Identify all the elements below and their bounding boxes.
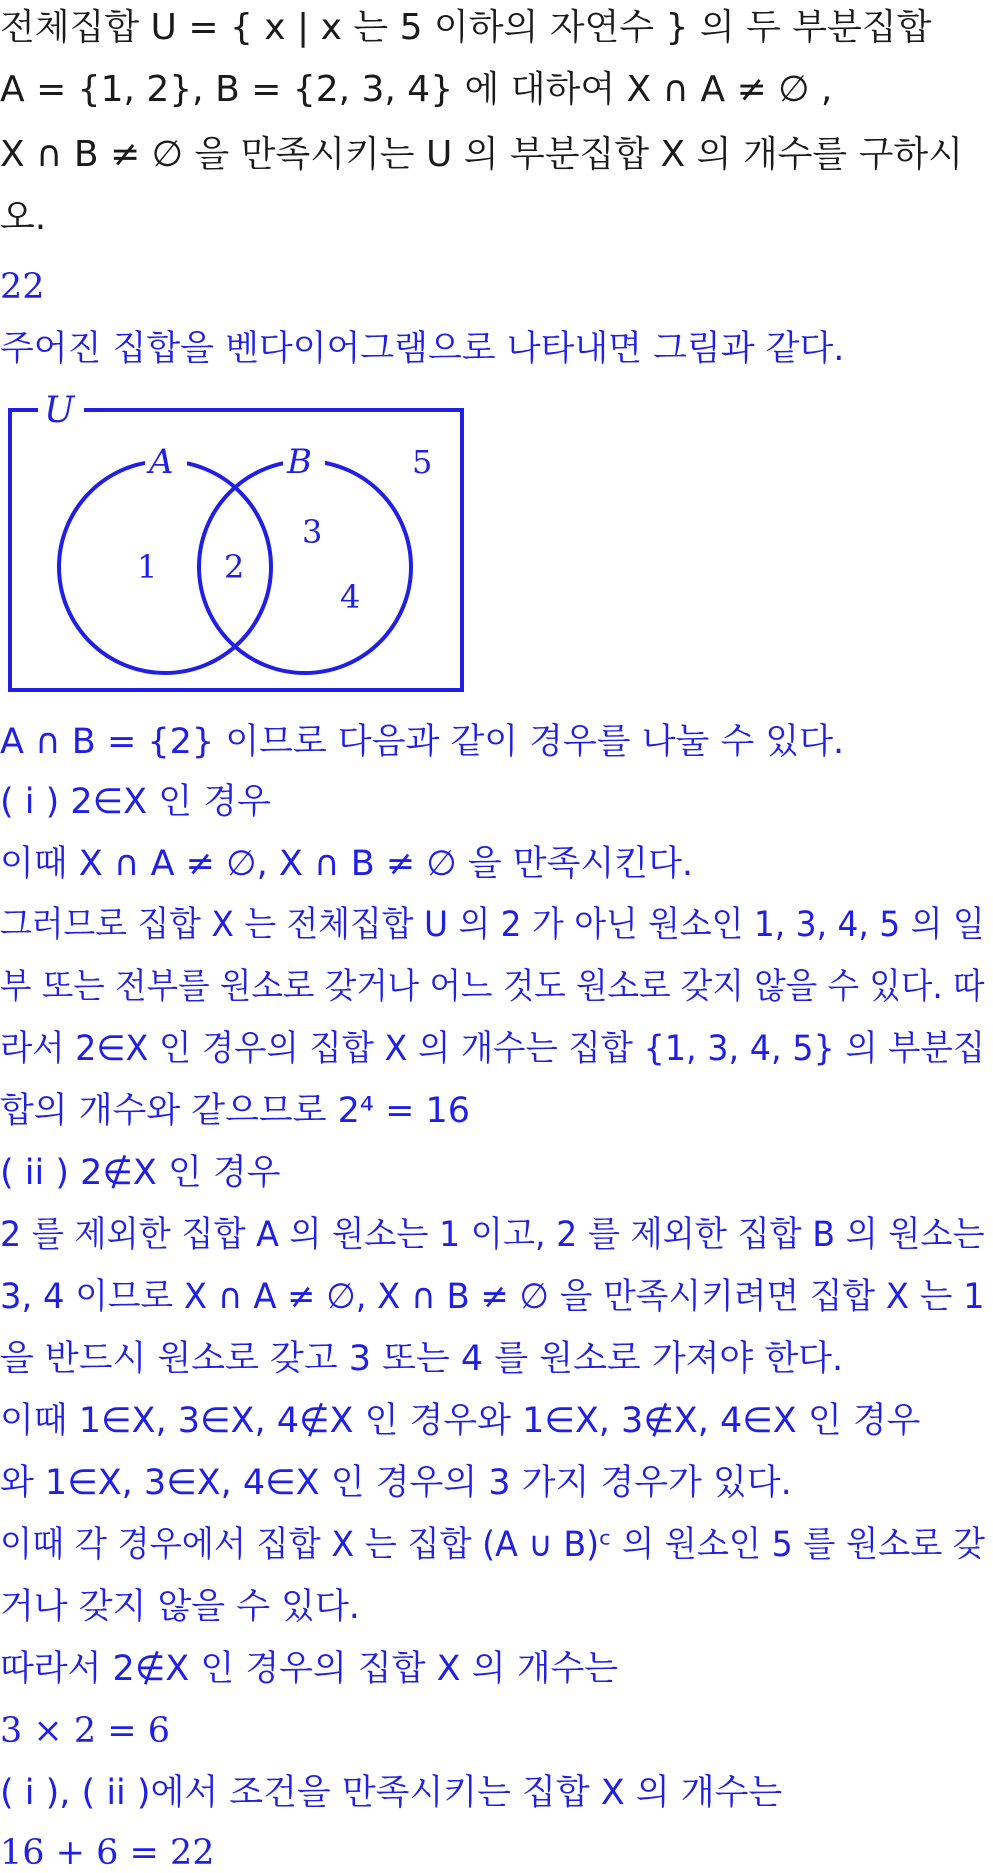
set-a-label: A: [149, 442, 174, 482]
problem-line-4: 오.: [0, 197, 47, 238]
answer: 22: [0, 267, 45, 307]
solution-line-16: 따라서 2∉X 인 경우의 집합 X 의 개수는: [0, 1649, 619, 1689]
solution-line-19: 16 + 6 = 22: [0, 1833, 215, 1873]
solution-line-1: A ∩ B = {2} 이므로 다음과 같이 경우를 나눌 수 있다.: [0, 722, 845, 762]
solution-line-5: 부 또는 전부를 원소로 갖거나 어느 것도 원소로 갖지 않을 수 있다. 따: [0, 967, 985, 1007]
solution-line-10: 3, 4 이므로 X ∩ A ≠ ∅, X ∩ B ≠ ∅ 을 만족시키려면 집합 X 는 1: [0, 1277, 985, 1317]
region-outside-label: 5: [412, 443, 433, 481]
solution-line-3: 이때 X ∩ A ≠ ∅, X ∩ B ≠ ∅ 을 만족시킨다.: [0, 844, 694, 884]
solution-line-7: 합의 개수와 같으므로 2⁴ = 16: [0, 1091, 471, 1131]
solution-line-2: ( i ) 2∈X 인 경우: [0, 782, 271, 822]
solution-line-15: 거나 갖지 않을 수 있다.: [0, 1587, 360, 1627]
solution-line-14: 이때 각 경우에서 집합 X 는 집합 (A ∪ B)ᶜ 의 원소인 5 를 원소로 갖: [0, 1525, 986, 1565]
region-intersection-label: 2: [224, 548, 245, 586]
problem-line-2: A = {1, 2}, B = {2, 3, 4} 에 대하여 X ∩ A ≠ ∅ ,: [0, 69, 833, 110]
solution-line-12: 이때 1∈X, 3∈X, 4∉X 인 경우와 1∈X, 3∉X, 4∈X 인 경우: [0, 1401, 921, 1441]
solution-line-4: 그러므로 집합 X 는 전체집합 U 의 2 가 아닌 원소인 1, 3, 4, 5 의 일: [0, 905, 985, 945]
problem-line-3: X ∩ B ≠ ∅ 을 만족시키는 U 의 부분집합 X 의 개수를 구하시: [0, 134, 963, 175]
venn-diagram: [0, 395, 475, 710]
solution-line-17: 3 × 2 = 6: [0, 1711, 170, 1751]
problem-line-1: 전체집합 U = { x | x 는 5 이하의 자연수 } 의 두 부분집합: [0, 7, 932, 48]
set-b-label: B: [287, 442, 312, 482]
solution-line-11: 을 반드시 원소로 갖고 3 또는 4 를 원소로 가져야 한다.: [0, 1339, 844, 1379]
region-b-only-label-3: 3: [302, 513, 323, 551]
region-a-only-label: 1: [137, 548, 158, 586]
solution-line-9: 2 를 제외한 집합 A 의 원소는 1 이고, 2 를 제외한 집합 B 의 원소는: [0, 1215, 985, 1255]
solution-line-13: 와 1∈X, 3∈X, 4∈X 인 경우의 3 가지 경우가 있다.: [0, 1463, 792, 1503]
solution-intro: 주어진 집합을 벤다이어그램으로 나타내면 그림과 같다.: [0, 329, 845, 369]
solution-line-18: ( i ), ( ii )에서 조건을 만족시키는 집합 X 의 개수는: [0, 1773, 783, 1813]
solution-line-6: 라서 2∈X 인 경우의 집합 X 의 개수는 집합 {1, 3, 4, 5} 의 부분집: [0, 1029, 986, 1069]
region-b-only-label-4: 4: [340, 578, 361, 616]
universe-label: U: [44, 395, 75, 431]
solution-line-8: ( ii ) 2∉X 인 경우: [0, 1153, 281, 1193]
